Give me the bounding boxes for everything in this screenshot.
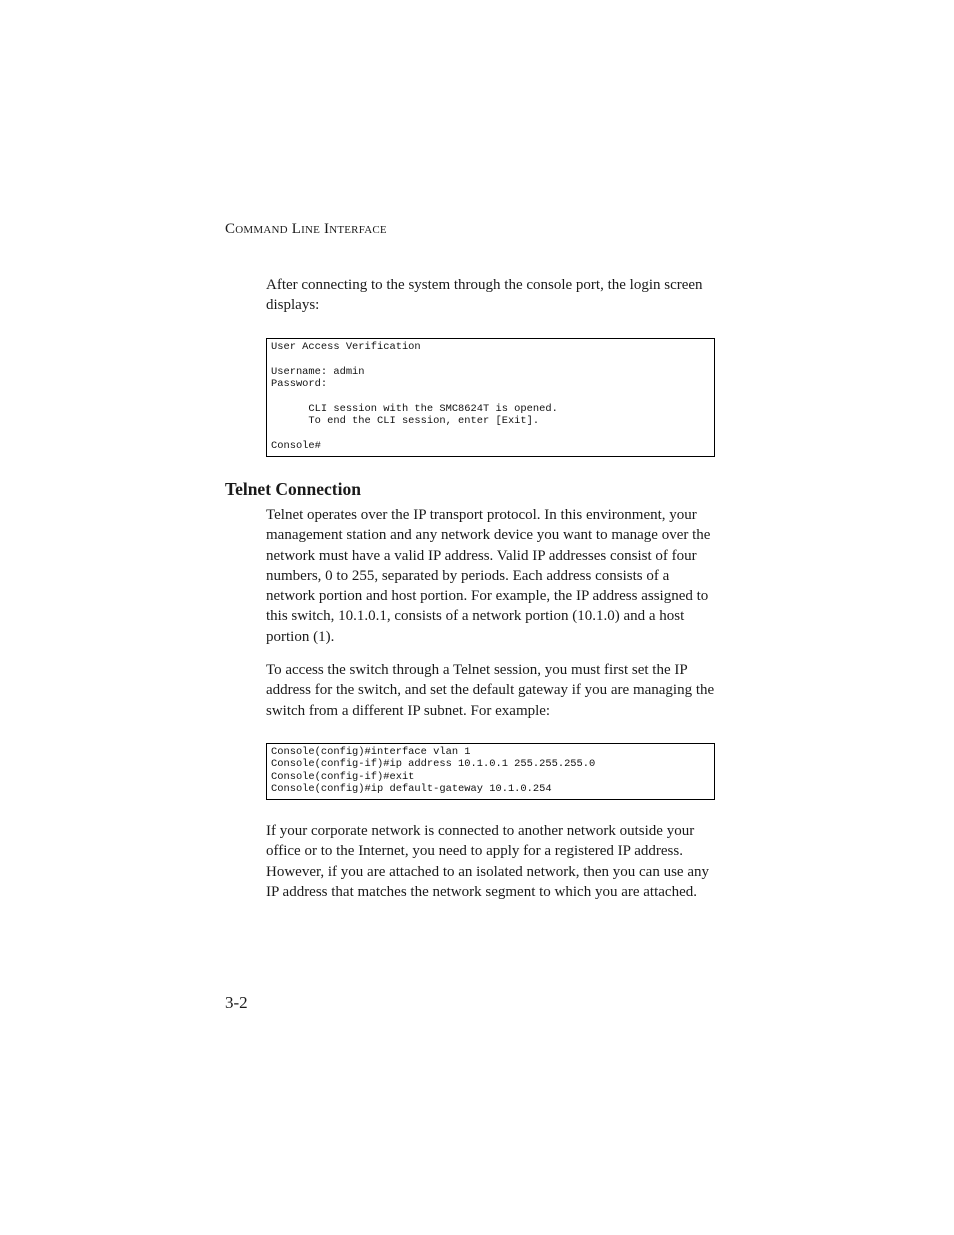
- header-initial-i: I: [323, 221, 330, 237]
- header-rest-interface: NTERFACE: [329, 224, 387, 236]
- header-rest-command: OMMAND: [235, 224, 288, 236]
- header-initial-c: C: [225, 221, 236, 237]
- config-code: Console(config)#interface vlan 1 Console(config-if)#ip address 10.1.0.1 255.255.255.0 Console(config-if)#exit Console(config)#ip default-gateway 10.1.0.254: [266, 743, 715, 800]
- page-number: 3-2: [225, 993, 248, 1012]
- access-paragraph: To access the switch through a Telnet session, you must first set the IP address for the switch, and set the default gateway if you are managing the switch from a different IP subnet. For example:: [266, 662, 715, 719]
- running-header: [225, 221, 387, 238]
- telnet-paragraph: Telnet operates over the IP transport protocol. In this environment, your management station and any network device you want to manage over the network must have a valid IP address. Valid IP addresses consist of four numbers, 0 to 255, separated by periods. Each address consists of a network portion and host portion. For example, the IP address assigned to this switch, 10.1.0.1, consists of a network portion (10.1.0) and a host portion (1).: [266, 507, 711, 645]
- section-heading: Telnet Connection: [225, 479, 361, 499]
- login-screen-code: User Access Verification Username: admin Password: CLI session with the SMC8624T is opened. To end the CLI session, enter [Exit]. Console#: [266, 338, 715, 457]
- header-initial-l: L: [291, 221, 302, 237]
- header-rest-line: INE: [301, 224, 321, 236]
- registered-ip-paragraph: If your corporate network is connected to another network outside your office or to the Internet, you need to apply for a registered IP address. However, if you are attached to an isolated network, then you can use any IP address that matches the network segment to which you are attached.: [266, 823, 709, 900]
- intro-paragraph: After connecting to the system through the console port, the login screen displays:: [266, 277, 703, 314]
